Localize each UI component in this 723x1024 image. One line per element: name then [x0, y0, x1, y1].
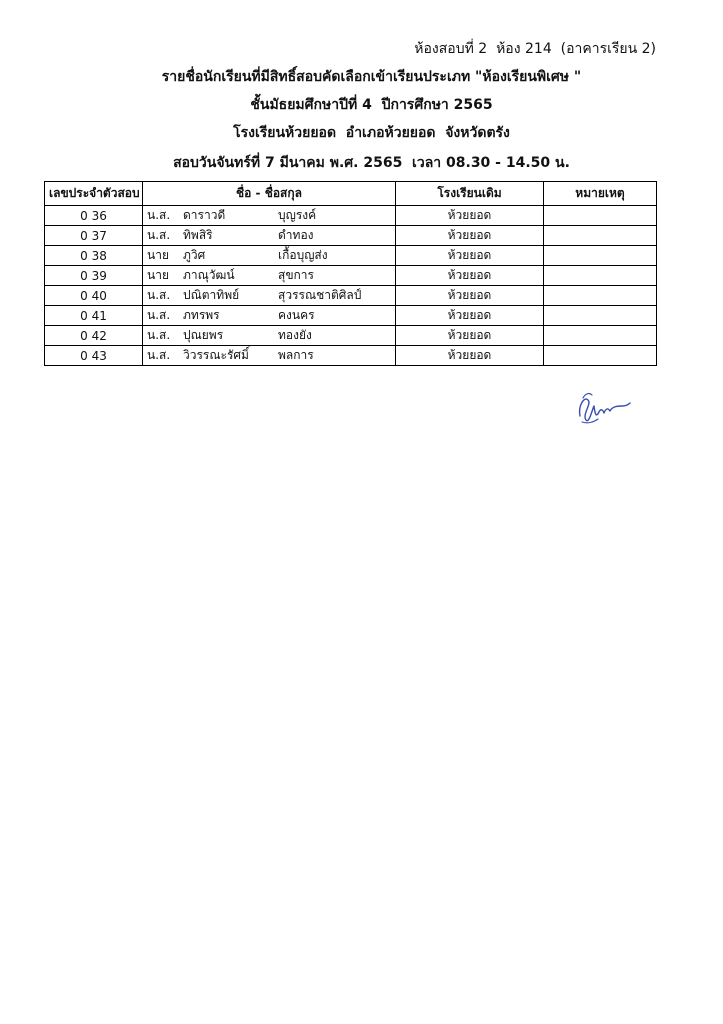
former-school-cell: ห้วยยอด: [396, 226, 544, 246]
exam-id-cell: 0 41: [45, 306, 143, 326]
first-name: ภทรพร: [183, 308, 220, 322]
table-row: [45, 206, 657, 226]
student-name-cell: [143, 286, 396, 306]
school-line: โรงเรียนห้วยยอด อำเภอห้วยยอด จังหวัดตรัง: [233, 125, 510, 141]
last-name: สุวรรณชาติศิลป์: [278, 288, 362, 302]
column-header-remarks: หมายเหตุ: [544, 182, 657, 206]
remarks-cell: [544, 226, 657, 246]
table-row: [45, 306, 657, 326]
remarks-cell: [544, 286, 657, 306]
column-header-name: ชื่อ - ชื่อสกุล: [143, 182, 396, 206]
first-name: ปุณยพร: [183, 328, 224, 342]
last-name: สุขการ: [278, 268, 314, 282]
last-name: ทองยัง: [278, 328, 312, 342]
student-name-cell: [143, 326, 396, 346]
exam-id-cell: 0 40: [45, 286, 143, 306]
last-name: พลการ: [278, 348, 314, 362]
first-name: วิวรรณะรัศมิ์: [183, 348, 249, 362]
table-row: [45, 226, 657, 246]
first-name: ปณิตาทิพย์: [183, 288, 240, 302]
remarks-cell: [544, 326, 657, 346]
former-school-cell: ห้วยยอด: [396, 306, 544, 326]
roster-body: [45, 206, 657, 366]
document-title: รายชื่อนักเรียนที่มีสิทธิ์สอบคัดเลือกเข้าเรียนประเภท "ห้องเรียนพิเศษ ": [161, 69, 582, 85]
student-name-cell: [143, 306, 396, 326]
name-prefix: น.ส.: [147, 288, 171, 302]
signature: [570, 386, 634, 434]
former-school-cell: ห้วยยอด: [396, 286, 544, 306]
name-prefix: น.ส.: [147, 348, 171, 362]
column-header-exam-id: เลขประจำตัวสอบ: [45, 182, 143, 206]
student-name-cell: [143, 206, 396, 226]
exam-id-cell: 0 39: [45, 266, 143, 286]
exam-datetime-line: สอบวันจันทร์ที่ 7 มีนาคม พ.ศ. 2565 เวลา 08.30 - 14.50 น.: [173, 155, 570, 171]
name-prefix: น.ส.: [147, 228, 171, 242]
remarks-cell: [544, 266, 657, 286]
name-prefix: น.ส.: [147, 208, 171, 222]
last-name: บุญรงค์: [278, 208, 317, 222]
first-name: ภาณุวัฒน์: [183, 268, 235, 282]
table-row: [45, 246, 657, 266]
former-school-cell: ห้วยยอด: [396, 246, 544, 266]
name-prefix: น.ส.: [147, 308, 171, 322]
student-name-cell: [143, 246, 396, 266]
student-name-cell: [143, 346, 396, 366]
exam-id-cell: 0 42: [45, 326, 143, 346]
table-row: [45, 286, 657, 306]
room-line: ห้องสอบที่ 2 ห้อง 214 (อาคารเรียน 2): [414, 41, 656, 57]
student-name-cell: [143, 226, 396, 246]
first-name: ภูวิศ: [183, 248, 206, 262]
last-name: เกื้อบุญส่ง: [278, 248, 328, 262]
table-row: [45, 266, 657, 286]
first-name: ทิพสิริ: [183, 228, 213, 242]
exam-id-cell: 0 43: [45, 346, 143, 366]
exam-id-cell: 0 36: [45, 206, 143, 226]
name-prefix: นาย: [147, 268, 169, 282]
name-prefix: นาย: [147, 248, 169, 262]
former-school-cell: ห้วยยอด: [396, 206, 544, 226]
grade-year-line: ชั้นมัธยมศึกษาปีที่ 4 ปีการศึกษา 2565: [250, 97, 493, 113]
table-row: [45, 326, 657, 346]
column-header-former-school: โรงเรียนเดิม: [396, 182, 544, 206]
first-name: ดาราวดี: [183, 208, 226, 222]
signature-mark: [570, 386, 634, 430]
student-roster-table: [44, 181, 657, 366]
remarks-cell: [544, 306, 657, 326]
last-name: ดำทอง: [278, 228, 314, 242]
table-header-row: [45, 182, 657, 206]
table-row: [45, 346, 657, 366]
remarks-cell: [544, 346, 657, 366]
exam-id-cell: 0 38: [45, 246, 143, 266]
former-school-cell: ห้วยยอด: [396, 326, 544, 346]
remarks-cell: [544, 206, 657, 226]
name-prefix: น.ส.: [147, 328, 171, 342]
former-school-cell: ห้วยยอด: [396, 266, 544, 286]
former-school-cell: ห้วยยอด: [396, 346, 544, 366]
student-name-cell: [143, 266, 396, 286]
exam-id-cell: 0 37: [45, 226, 143, 246]
remarks-cell: [544, 246, 657, 266]
last-name: คงนคร: [278, 308, 315, 322]
